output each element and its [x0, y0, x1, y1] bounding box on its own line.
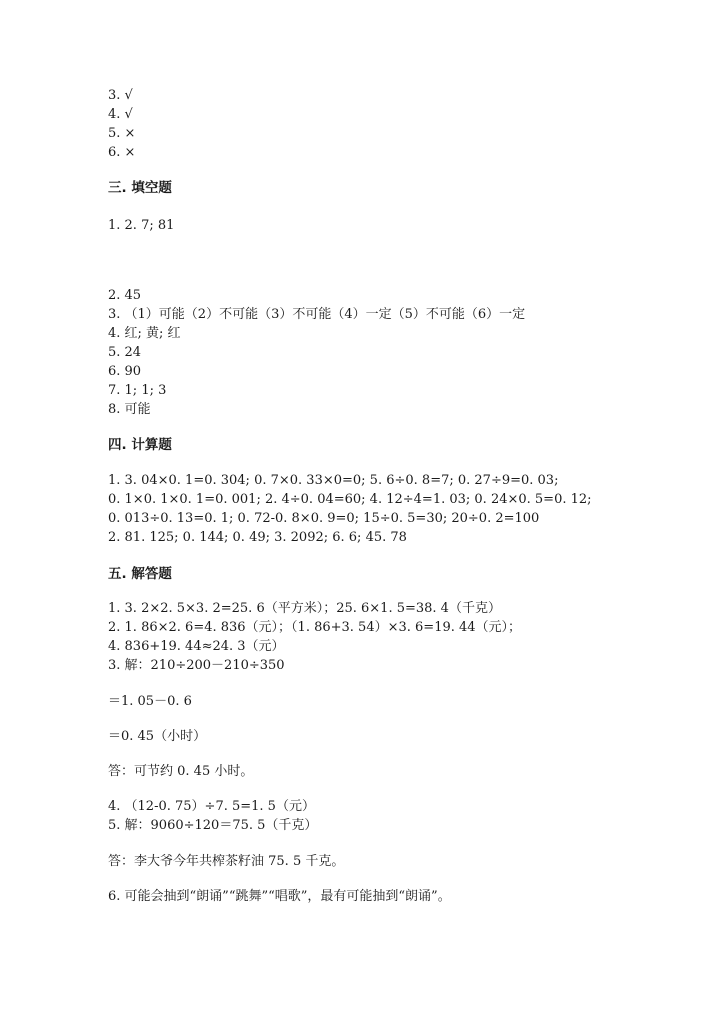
judge-answer-4: 4. √ [108, 107, 133, 122]
calc-answer-line-4: 2. 81. 125; 0. 144; 0. 49; 3. 2092; 6. 6; 45. 78 [108, 530, 407, 545]
solution-line-6: ＝0. 45（小时） [108, 729, 207, 744]
solution-line-1: 1. 3. 2×2. 5×3. 2=25. 6（平方米）；25. 6×1. 5=38. 4（千克） [108, 601, 501, 616]
fill-answer-7: 7. 1; 1; 3 [108, 383, 167, 398]
section-heading-calculation: 四. 计算题 [108, 437, 172, 453]
solution-line-10: 答：李大爷今年共榨茶籽油 75. 5 千克。 [108, 854, 345, 869]
solution-line-2: 2. 1. 86×2. 6=4. 836（元）；（1. 86+3. 54）×3. 6=19. 44（元）； [108, 620, 522, 635]
calc-answer-line-1: 1. 3. 04×0. 1=0. 304; 0. 7×0. 33×0=0; 5. 6÷0. 8=7; 0. 27÷9=0. 03; [108, 473, 559, 488]
solution-line-11: 6. 可能会抽到“朗诵”“跳舞”“唱歌”，最有可能抽到“朗诵”。 [108, 889, 451, 904]
section-heading-word-problems: 五. 解答题 [108, 566, 172, 582]
fill-answer-1: 1. 2. 7; 81 [108, 218, 175, 233]
solution-line-8: 4. （12-0. 75）÷7. 5=1. 5（元） [108, 799, 315, 814]
solution-line-4: 3. 解：210÷200－210÷350 [108, 658, 285, 673]
fill-answer-8: 8. 可能 [108, 402, 151, 417]
calc-answer-line-3: 0. 013÷0. 13=0. 1; 0. 72-0. 8×0. 9=0; 15÷0. 5=30; 20÷0. 2=100 [108, 511, 540, 526]
fill-answer-5: 5. 24 [108, 345, 142, 360]
solution-line-9: 5. 解：9060÷120＝75. 5（千克） [108, 818, 318, 833]
fill-answer-4: 4. 红; 黄; 红 [108, 326, 181, 341]
judge-answer-5: 5. × [108, 126, 136, 141]
section-heading-fill-blank: 三. 填空题 [108, 180, 172, 196]
judge-answer-3: 3. √ [108, 88, 133, 103]
judge-answer-6: 6. × [108, 145, 136, 160]
fill-answer-2: 2. 45 [108, 288, 142, 303]
solution-line-5: ＝1. 05－0. 6 [108, 694, 192, 709]
solution-line-3: 4. 836+19. 44≈24. 3（元） [108, 639, 285, 654]
calc-answer-line-2: 0. 1×0. 1×0. 1=0. 001; 2. 4÷0. 04=60; 4. 12÷4=1. 03; 0. 24×0. 5=0. 12; [108, 492, 592, 507]
fill-answer-6: 6. 90 [108, 364, 142, 379]
fill-answer-3: 3. （1）可能（2）不可能（3）不可能（4）一定（5）不可能（6）一定 [108, 307, 526, 322]
solution-line-7: 答：可节约 0. 45 小时。 [108, 764, 254, 779]
